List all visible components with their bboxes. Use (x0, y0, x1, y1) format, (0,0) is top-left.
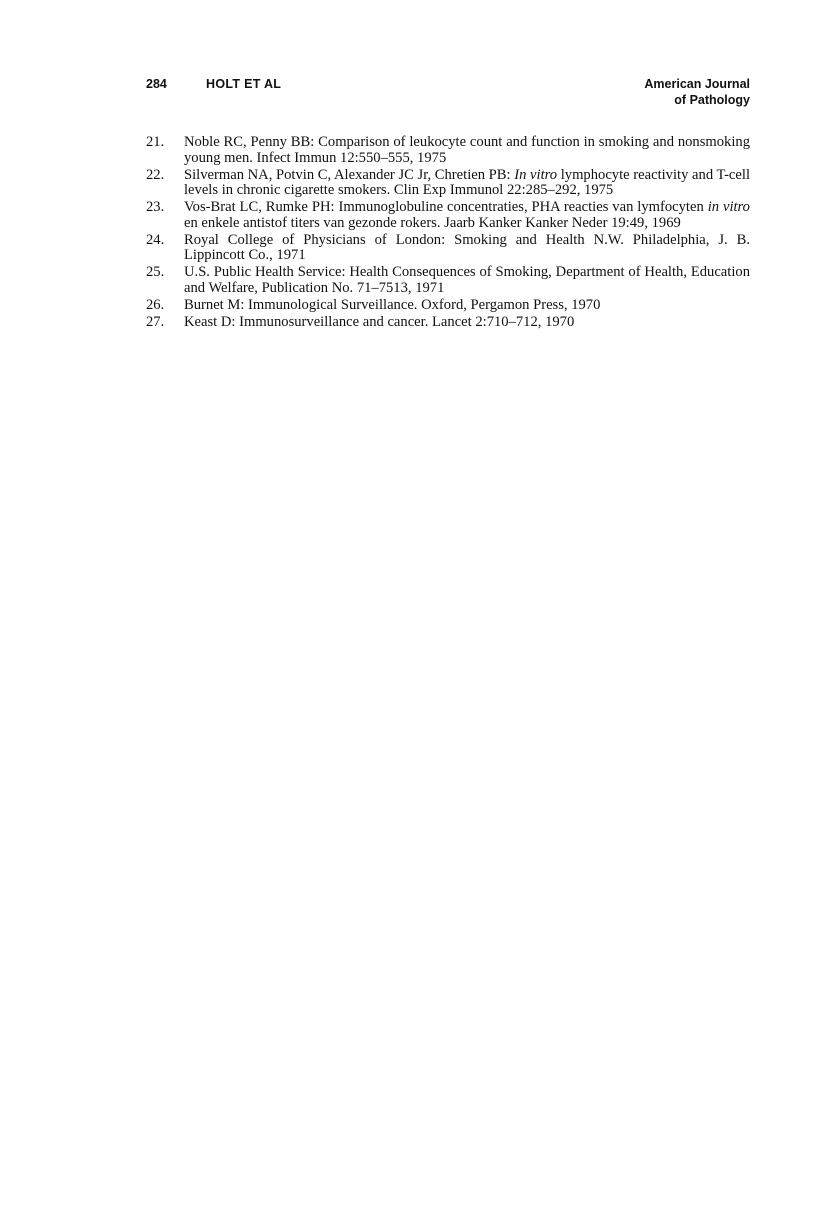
reference-number: 21. (146, 134, 165, 150)
reference-item (146, 315, 750, 331)
reference-number: 26. (146, 296, 165, 313)
reference-number: 22. (146, 166, 165, 183)
reference-text-part: U.S. Public Health Service: Health Consequences of Smoking, Department of Health, Education and Welfare, Publication No. 71–7513, 1971 (184, 264, 750, 296)
author-running-head: HOLT ET AL (206, 77, 282, 91)
journal-title-line-1: American Journal (644, 77, 750, 91)
reference-text-part: Keast D: Immunosurveillance and cancer. Lancet 2:710–712, 1970 (184, 313, 575, 330)
reference-text (184, 233, 750, 264)
reference-text (184, 265, 750, 296)
reference-text-part: Noble RC, Penny BB: Comparison of leukocyte count and function in smoking and nonsmoking young men. Infect Immun 12:550–555, 1975 (184, 134, 750, 166)
reference-item (146, 200, 750, 231)
journal-title-line-2: of Pathology (674, 93, 750, 107)
reference-item (146, 168, 750, 199)
reference-number: 25. (146, 264, 165, 281)
reference-item (146, 233, 750, 264)
reference-text (184, 315, 750, 331)
reference-text (184, 135, 750, 166)
reference-text-part: Vos-Brat LC, Rumke PH: Immunoglobuline concentraties, PHA reacties van lymfocyten (184, 199, 708, 216)
journal-title (644, 76, 750, 108)
reference-text-part: lymphocyte reactivity and T-cell levels in chronic cigarette smokers. Clin Exp Immunol 22:285–292, 1975 (184, 166, 750, 199)
running-head (146, 76, 750, 112)
reference-text-part: Burnet M: Immunological Surveillance. Oxford, Pergamon Press, 1970 (184, 296, 601, 313)
page-number: 284 (146, 77, 167, 91)
reference-item (146, 265, 750, 296)
reference-italic-term: In vitro (514, 166, 558, 183)
reference-text (184, 200, 750, 231)
reference-text-part: Silverman NA, Potvin C, Alexander JC Jr, Chretien PB: (184, 166, 515, 183)
reference-item (146, 135, 750, 166)
reference-italic-term: in vitro (707, 199, 750, 216)
reference-item (146, 298, 750, 314)
reference-list (146, 135, 750, 332)
reference-text-part: en enkele antistof titers van gezonde rokers. Jaarb Kanker Kanker Neder 19:49, 1969 (184, 214, 681, 231)
reference-number: 27. (146, 313, 165, 330)
reference-text (184, 168, 750, 199)
reference-number: 24. (146, 231, 165, 248)
reference-number: 23. (146, 199, 165, 216)
reference-text-part: Royal College of Physicians of London: Smoking and Health N.W. Philadelphia, J. B. Lippincott Co., 1971 (184, 231, 750, 264)
reference-text (184, 298, 750, 314)
